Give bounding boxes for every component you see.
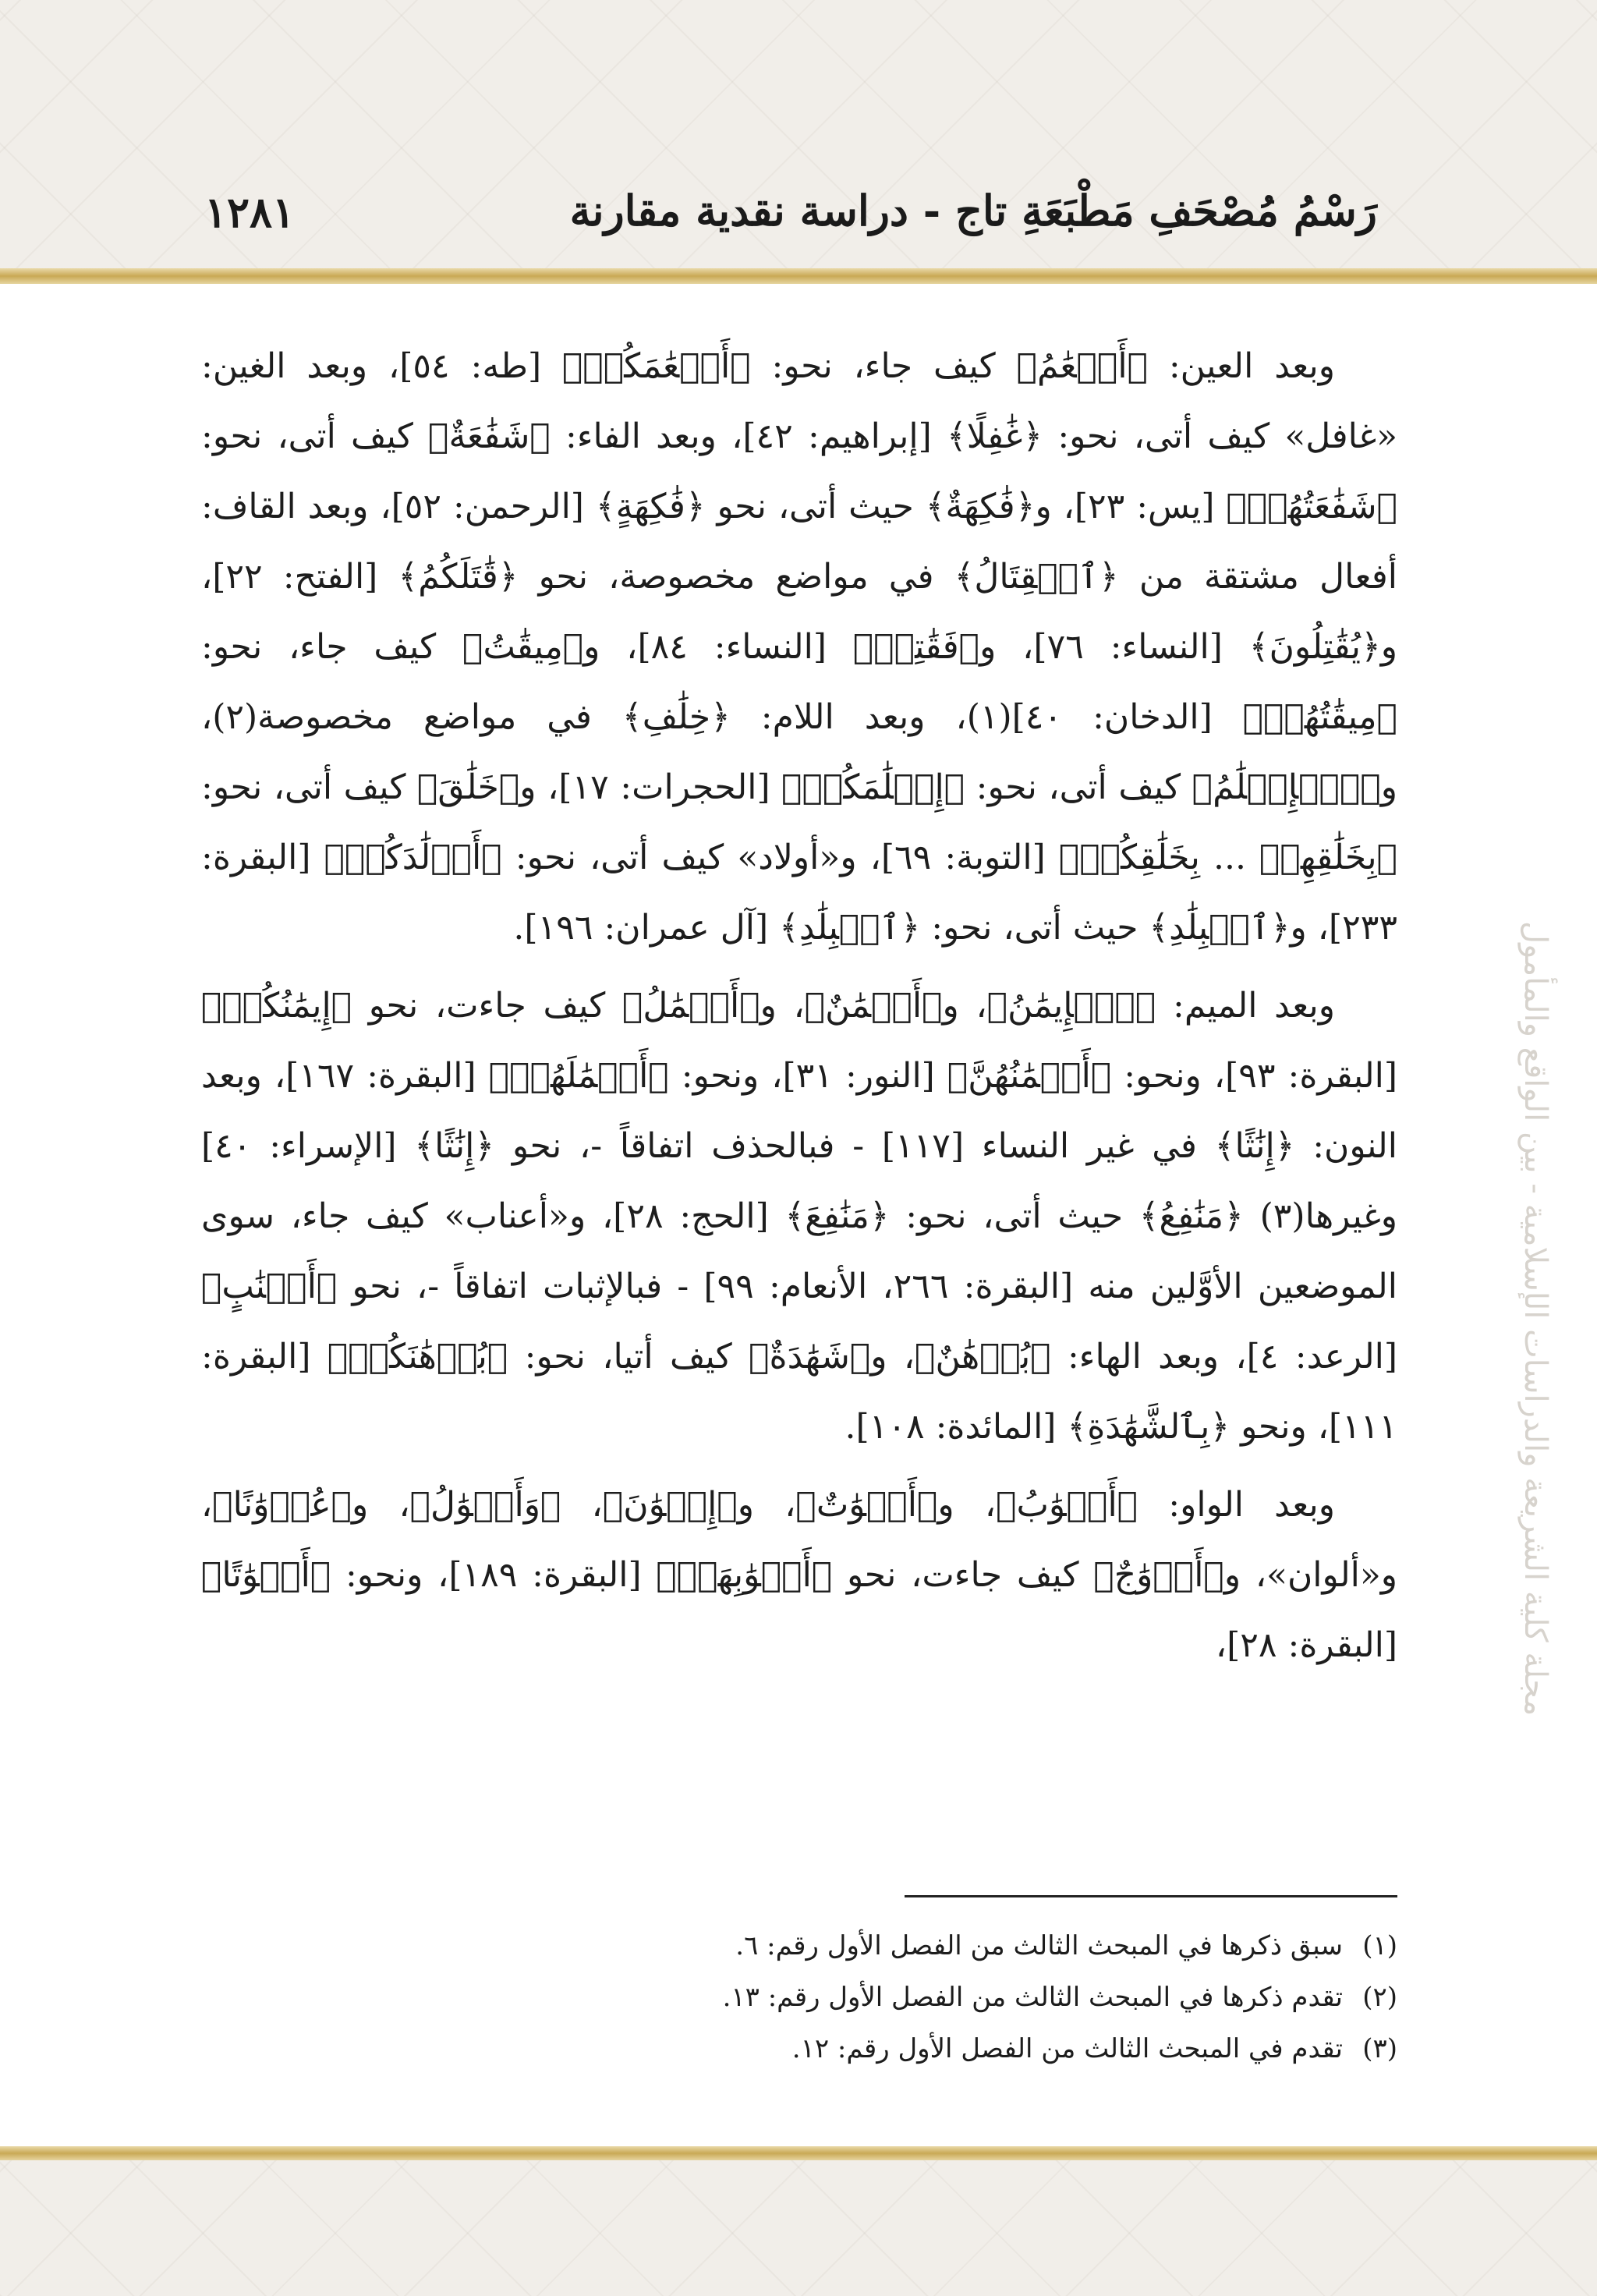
footnote-number: (٢) <box>1362 1982 1397 2013</box>
footnote-text: سبق ذكرها في المبحث الثالث من الفصل الأول رقم: ٦. <box>735 1930 1343 1961</box>
main-text <box>201 331 1397 1688</box>
footnotes <box>201 1920 1397 2075</box>
footnote-item <box>201 1920 1397 1972</box>
footnote-item <box>201 2023 1397 2075</box>
footnote-number: (٣) <box>1362 2033 1397 2064</box>
top-gold-band <box>0 268 1597 284</box>
paragraph: وبعد الميم: ﴿ٱلۡإِيمَٰنُ﴾، و﴿أَيۡمَٰنٌ﴾، و﴿أَعۡمَٰلُ﴾ كيف جاءت، نحو ﴿إِيمَٰنُكُمۡ﴾ [البقرة: ٩٣]، ونحو: ﴿أَيۡمَٰنُهُنَّ﴾ [النور: ٣١]، ونحو: ﴿أَعۡمَٰلَهُمۡ﴾ [البقرة: ١٦٧]، وبعد النون: ﴿إِنَٰثًا﴾ في غير النساء [١١٧] - فبالحذف اتفاقاً -، نحو ﴿إِنَٰثًا﴾ [الإسراء: ٤٠] وغيرها(٣) ﴿مَنَٰفِعُ﴾ حيث أتى، نحو: ﴿مَنَٰفِعَ﴾ [الحج: ٢٨]، و«أعناب» كيف جاء، سوى الموضعين الأوَّلين منه [البقرة: ٢٦٦، الأنعام: ٩٩] - فبالإثبات اتفاقاً -، نحو ﴿أَعۡنَٰبٍ﴾ [الرعد: ٤]، وبعد الهاء: ﴿بُرۡهَٰنٌ﴾، و﴿شَهَٰدَةٌ﴾ كيف أتيا، نحو: ﴿بُرۡهَٰنَكُمۡ﴾ [البقرة: ١١١]، ونحو ﴿بِٱلشَّهَٰدَةِ﴾ [المائدة: ١٠٨]. <box>201 986 1398 1447</box>
page-number: ١٢٨١ <box>204 187 296 237</box>
paragraph: وبعد العين: ﴿أَنۡعَٰمُ﴾ كيف جاء، نحو: ﴿أَنۡعَٰمَكُمۡ﴾ [طه: ٥٤]، وبعد الغين: «غافل» كيف أتى، نحو: ﴿غَٰفِلًا﴾ [إبراهيم: ٤٢]، وبعد الفاء: ﴿شَفَٰعَةٌ﴾ كيف أتى، نحو: ﴿شَفَٰعَتُهُمۡ﴾ [يس: ٢٣]، و﴿فَٰكِهَةٌ﴾ حيث أتى، نحو ﴿فَٰكِهَةٍ﴾ [الرحمن: ٥٢]، وبعد القاف: أفعال مشتقة من ﴿ٱلۡقِتَالُ﴾ في مواضع مخصوصة، نحو ﴿قَٰتَلَكُمُ﴾ [الفتح: ٢٢]، و﴿يُقَٰتِلُونَ﴾ [النساء: ٧٦]، و﴿فَقَٰتِلۡ﴾ [النساء: ٨٤]، و﴿مِيقَٰتُ﴾ كيف جاء، نحو: ﴿مِيقَٰتُهُمۡ﴾ [الدخان: ٤٠](١)، وبعد اللام: ﴿خِلَٰفِ﴾ في مواضع مخصوصة(٢)، و﴿ٱلۡإِسۡلَٰمُ﴾ كيف أتى، نحو: ﴿إِسۡلَٰمَكُمۖ﴾ [الحجرات: ١٧]، و﴿خَلَٰقَ﴾ كيف أتى، نحو: ﴿بِخَلَٰقِهِمۡ ... بِخَلَٰقِكُمۡ﴾ [التوبة: ٦٩]، و«أولاد» كيف أتى، نحو: ﴿أَوۡلَٰدَكُمۡ﴾ [البقرة: ٢٣٣]، و﴿ٱلۡبِلَٰدِ﴾ حيث أتى، نحو: ﴿ٱلۡبِلَٰدِ﴾ [آل عمران: ١٩٦]. <box>201 346 1397 948</box>
footnote-text: تقدم في المبحث الثالث من الفصل الأول رقم: ١٢. <box>791 2033 1343 2064</box>
paragraph: وبعد الواو: ﴿أَبۡوَٰبُ﴾، و﴿أَمۡوَٰتٌ﴾، و﴿إِخۡوَٰنَ﴾، ﴿وَأَمۡوَٰلُ﴾، و﴿عُدۡوَٰنًا﴾، و«ألوان»، و﴿أَزۡوَٰجٌ﴾ كيف جاءت، نحو ﴿أَبۡوَٰبِهَاۚ﴾ [البقرة: ١٨٩]، ونحو: ﴿أَمۡوَٰتًا﴾ [البقرة: ٢٨]، <box>201 1485 1398 1665</box>
footnote-item <box>201 1972 1397 2023</box>
running-header-title: رَسْمُ مُصْحَفِ مَطْبَعَةِ تاج - دراسة نقدية مقارنة <box>569 186 1377 236</box>
footnote-number: (١) <box>1362 1930 1397 1961</box>
footnote-separator <box>905 1895 1397 1897</box>
footnote-text: تقدم ذكرها في المبحث الثالث من الفصل الأول رقم: ١٣. <box>722 1982 1343 2013</box>
bottom-gold-band <box>0 2146 1597 2160</box>
bottom-decorative-pattern <box>0 2160 1597 2296</box>
side-watermark-text: مجلة كلية الشريعة والدراسات الإسلامية - بين الواقع والمأمول <box>1517 920 1553 1716</box>
